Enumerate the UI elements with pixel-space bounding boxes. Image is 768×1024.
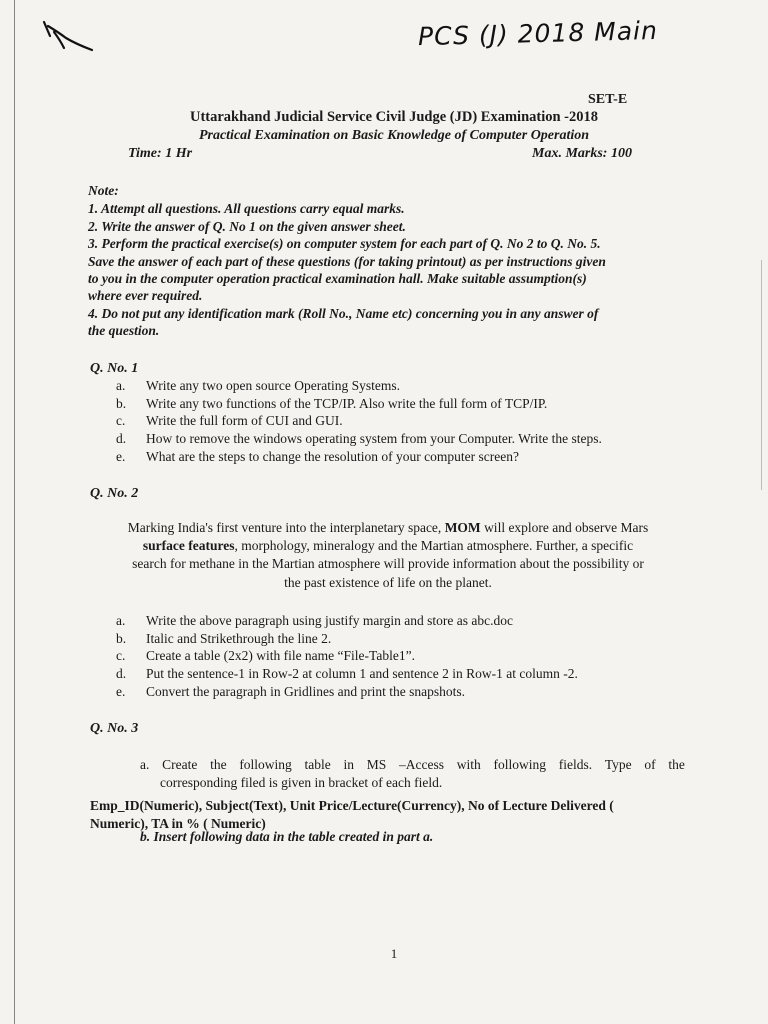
scan-mark-icon: [40, 18, 100, 58]
note-line: 3. Perform the practical exercise(s) on computer system for each part of Q. No 2 to Q. No. 5.: [88, 236, 601, 252]
q3-part-a-line2: corresponding filed is given in bracket of each field.: [160, 775, 443, 790]
q1-heading: Q. No. 1: [90, 361, 139, 376]
list-item: c. Create a table (2x2) with file name “File-Table1”.: [116, 648, 415, 664]
q3-part-a-line1: a. Create the following table in MS –Access with following fields. Type of the: [140, 757, 685, 772]
q1-list: [116, 377, 696, 466]
list-item: a. Write the above paragraph using justify margin and store as abc.doc: [116, 613, 513, 628]
note-heading: Note:: [88, 183, 119, 198]
list-item: b. Write any two functions of the TCP/IP. Also write the full form of TCP/IP.: [116, 395, 548, 411]
list-item: e. Convert the paragraph in Gridlines and print the snapshots.: [116, 683, 466, 699]
q3-fields: Emp_ID(Numeric), Subject(Text), Unit Price/Lecture(Currency), No of Lecture Delivered ( Numeric), TA in % ( Numeric): [90, 798, 614, 831]
q2-heading: Q. No. 2: [90, 486, 139, 501]
q3-part-a: [140, 756, 685, 792]
note-line: 4. Do not put any identification mark (Roll No., Name etc) concerning you in any answer of: [88, 305, 599, 321]
list-item: d. How to remove the windows operating system from your Computer. Write the steps.: [116, 431, 602, 447]
list-item: e. What are the steps to change the resolution of your computer screen?: [116, 448, 519, 464]
page-edge-right: [761, 260, 762, 490]
set-label: SET-E: [588, 92, 628, 107]
list-item: a. Write any two open source Operating Systems.: [116, 378, 401, 393]
q3-part-b: b. Insert following data in the table created in part a.: [140, 829, 434, 844]
q2-list: [116, 612, 696, 701]
exam-title: Uttarakhand Judicial Service Civil Judge (JD) Examination -2018: [189, 109, 599, 125]
page-number: 1: [390, 946, 398, 961]
note-line: the question.: [88, 323, 160, 339]
note-line: to you in the computer operation practical examination hall. Make suitable assumption(s): [88, 271, 587, 287]
list-item: d. Put the sentence-1 in Row-2 at column 1 and sentence 2 in Row-1 at column -2.: [116, 666, 578, 682]
note-line: 2. Write the answer of Q. No 1 on the given answer sheet.: [88, 218, 406, 234]
instructions-note: [88, 182, 688, 340]
list-item: c. Write the full form of CUI and GUI.: [116, 413, 343, 429]
note-line: where ever required.: [88, 288, 203, 304]
handwritten-note: PCS (J) 2018 Main: [417, 15, 659, 52]
exam-max-marks: Max. Marks: 100: [532, 146, 632, 161]
note-line: 1. Attempt all questions. All questions carry equal marks.: [88, 201, 405, 217]
list-item: b. Italic and Strikethrough the line 2.: [116, 630, 332, 646]
exam-time: Time: 1 Hr: [128, 146, 193, 161]
exam-subtitle: Practical Examination on Basic Knowledge of Computer Operation: [198, 128, 590, 143]
page-edge-left: [14, 0, 15, 1024]
q2-paragraph: Marking India's first venture into the interplanetary space, MOM will explore and observe Mars surface features, morphology, mineralogy and the Martian atmosphere. Further, a specific search for methane in the Martian atmosphere will provide information about the possibility or the past existence of life on the planet.: [127, 520, 649, 590]
note-line: Save the answer of each part of these questions (for taking printout) as per instructions given: [88, 253, 606, 269]
q3-heading: Q. No. 3: [90, 721, 139, 736]
